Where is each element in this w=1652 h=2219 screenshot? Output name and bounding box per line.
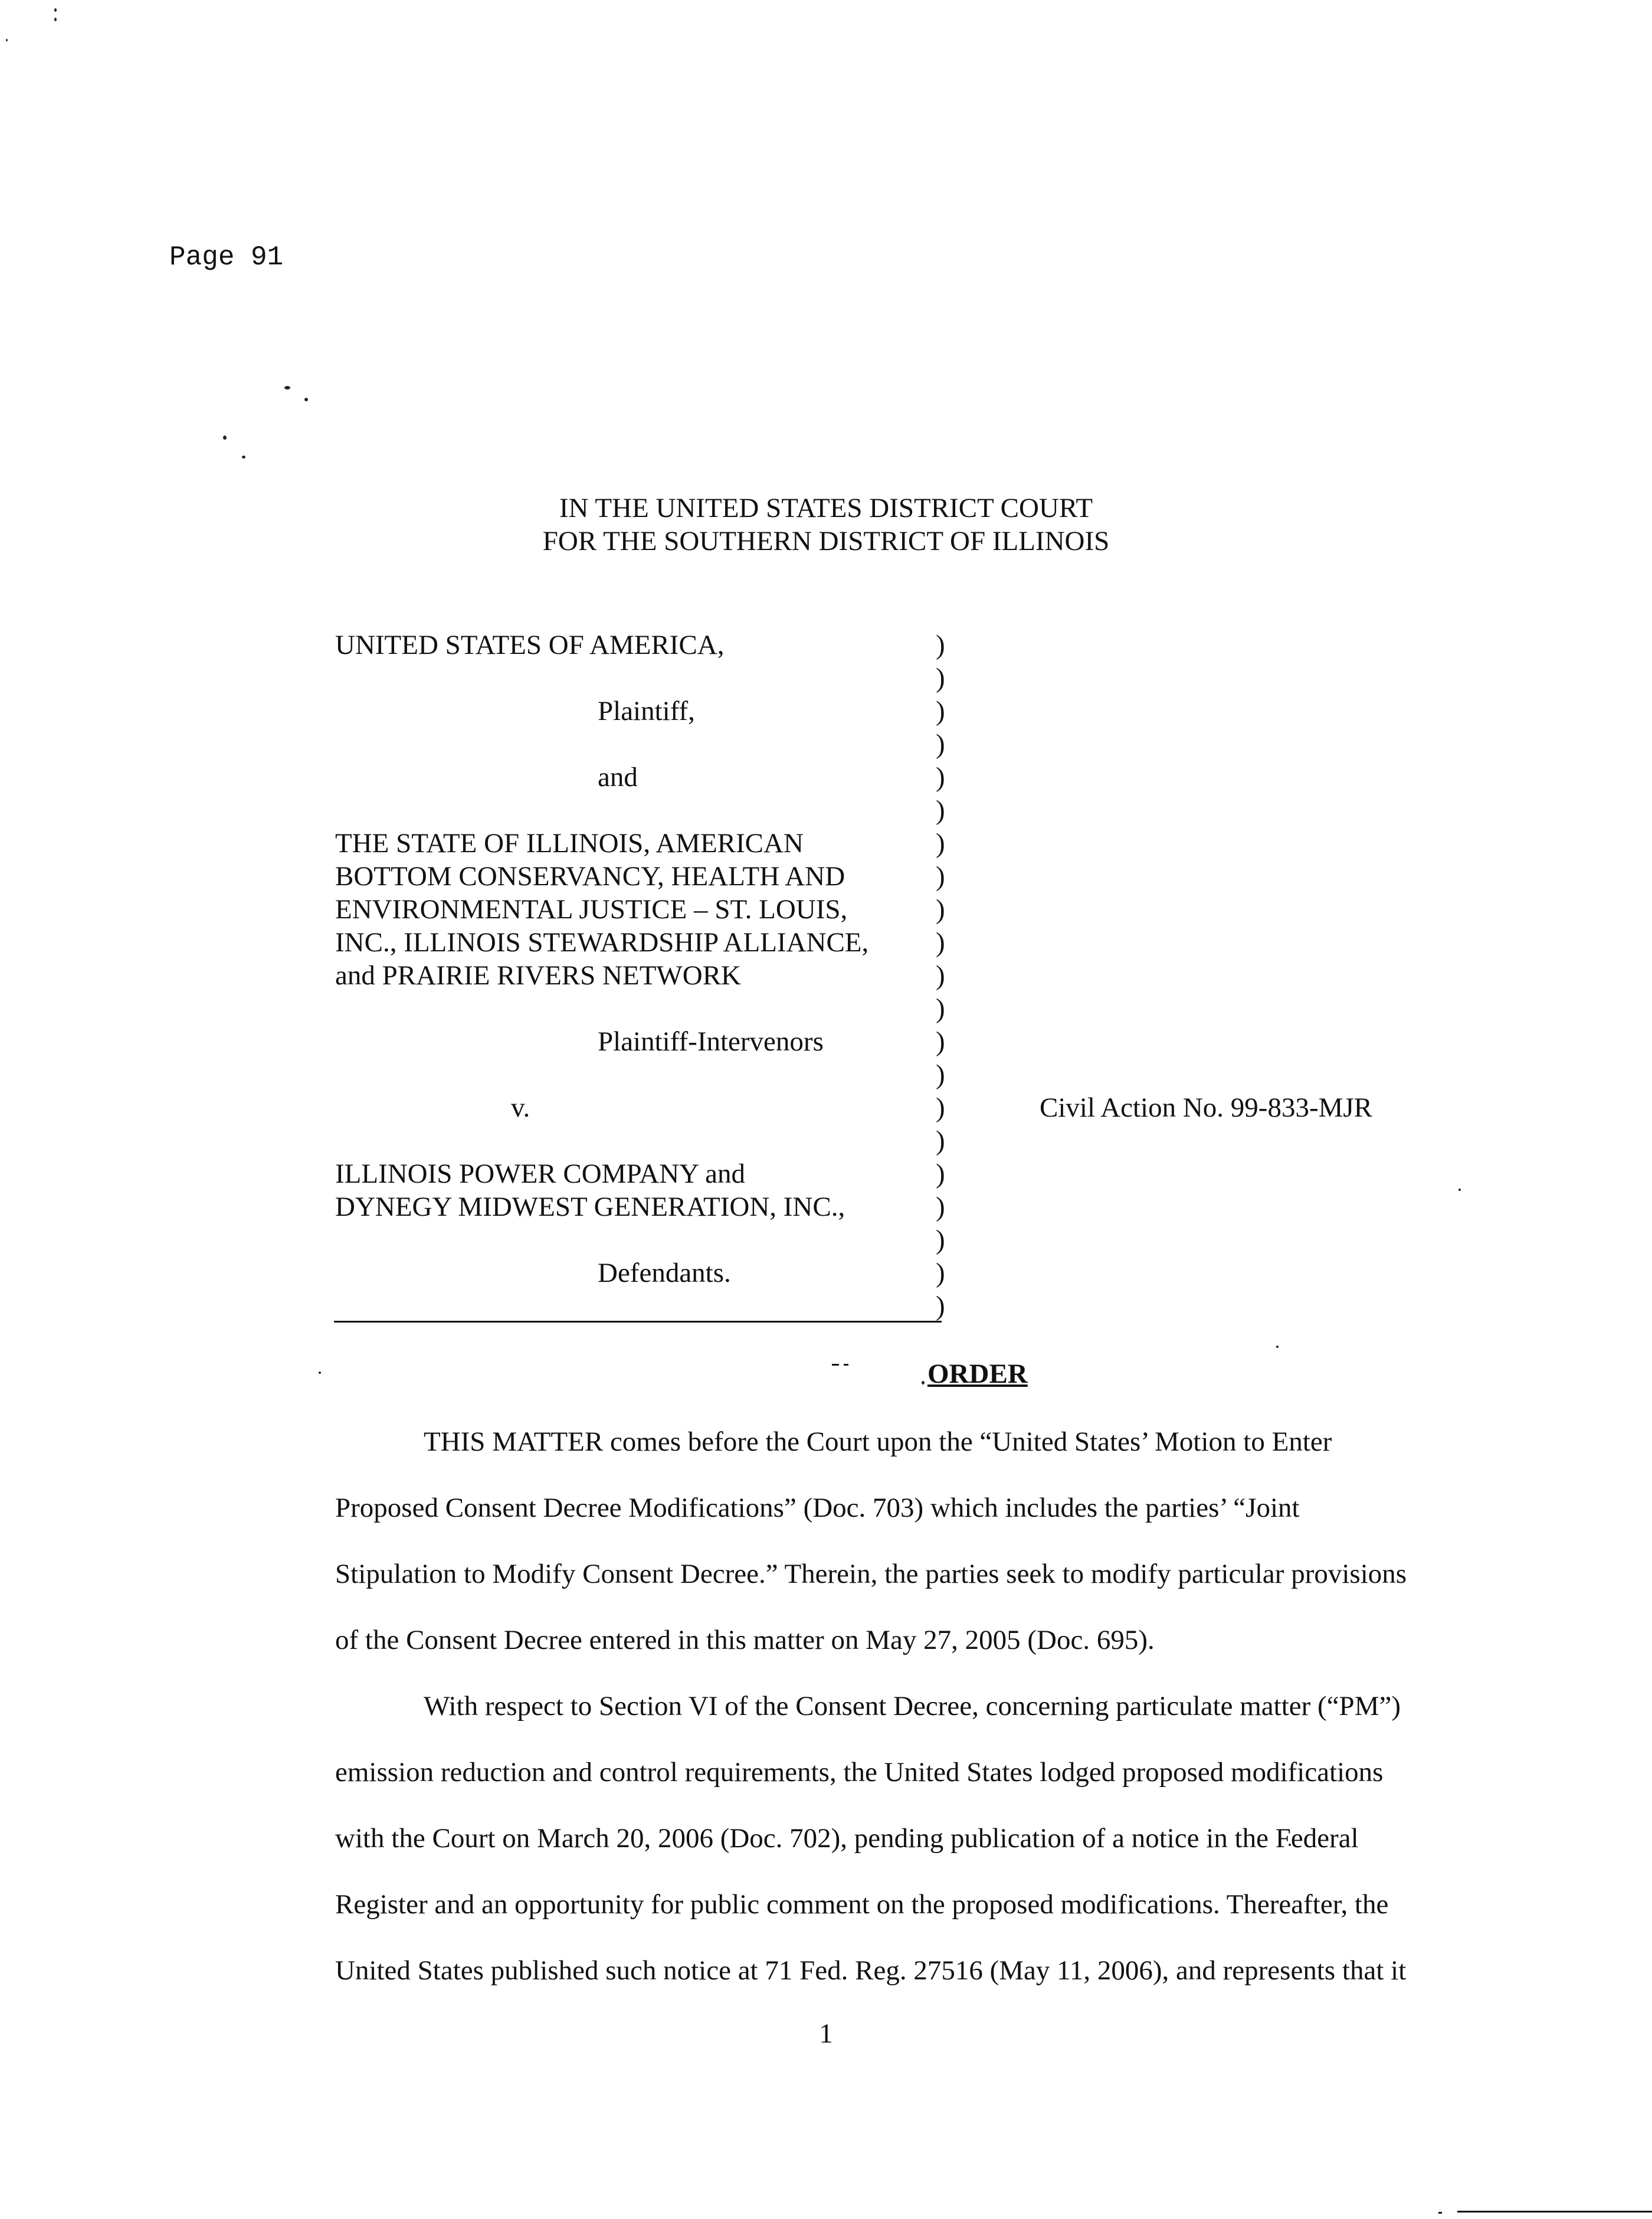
scan-artifact: [1457, 2211, 1652, 2213]
plaintiff-role: Plaintiff,: [598, 696, 695, 726]
caption-paren: ): [936, 696, 945, 726]
intervenor-line: THE STATE OF ILLINOIS, AMERICAN: [335, 828, 804, 859]
plaintiff-name: UNITED STATES OF AMERICA,: [335, 630, 725, 660]
caption-conjunction: and: [598, 762, 638, 793]
defendant-role: Defendants.: [598, 1258, 731, 1288]
caption-paren: ): [936, 1059, 945, 1090]
caption-rule: [334, 1321, 942, 1323]
scan-artifact: [1458, 1189, 1461, 1191]
court-heading-line-1: IN THE UNITED STATES DISTRICT COURT: [559, 493, 1093, 523]
caption-paren: ): [936, 663, 945, 693]
intervenor-role: Plaintiff-Intervenors: [598, 1026, 824, 1057]
scan-artifact: [223, 436, 227, 440]
caption-paren: ): [936, 1026, 945, 1057]
scan-artifact: [1438, 2212, 1442, 2214]
court-heading-line-2: FOR THE SOUTHERN DISTRICT OF ILLINOIS: [542, 526, 1110, 557]
intervenor-line: BOTTOM CONSERVANCY, HEALTH AND: [335, 861, 845, 892]
scan-artifact: [319, 1372, 321, 1374]
body-line: United States published such notice at 71 Fed. Reg. 27516 (May 11, 2006), and represents that it: [335, 1955, 1407, 1986]
intervenor-line: INC., ILLINOIS STEWARDSHIP ALLIANCE,: [335, 927, 869, 958]
intervenor-line: and PRAIRIE RIVERS NETWORK: [335, 960, 741, 991]
caption-paren: ): [936, 927, 945, 958]
caption-paren: ): [936, 1225, 945, 1255]
caption-paren: ): [936, 1158, 945, 1189]
caption-paren: ): [936, 1192, 945, 1222]
caption-paren: ): [936, 729, 945, 760]
scan-artifact: [6, 39, 8, 41]
caption-paren: ): [936, 861, 945, 892]
body-line: emission reduction and control requirements, the United States lodged proposed modifications: [335, 1757, 1384, 1788]
scan-artifact: [1276, 1346, 1279, 1348]
scan-artifact: [242, 456, 245, 459]
versus: v.: [511, 1092, 530, 1123]
caption-paren: ): [936, 630, 945, 660]
scan-artifact: [54, 18, 57, 21]
page-number: 1: [819, 2018, 833, 2049]
caption-paren: ): [936, 993, 945, 1024]
scan-artifact: [922, 1381, 925, 1385]
body-line: Register and an opportunity for public comment on the proposed modifications. Thereafter, the: [335, 1889, 1389, 1920]
defendant-line: DYNEGY MIDWEST GENERATION, INC.,: [335, 1192, 845, 1222]
body-line: With respect to Section VI of the Consent Decree, concerning particulate matter (“PM”): [424, 1691, 1401, 1721]
caption-paren: ): [936, 762, 945, 793]
caption-paren: ): [936, 960, 945, 991]
caption-paren: ): [936, 1291, 945, 1321]
caption-paren: ): [936, 1258, 945, 1288]
scan-artifact: [284, 386, 290, 390]
caption-paren: ): [936, 1125, 945, 1156]
caption-paren: ): [936, 828, 945, 859]
scan-artifact: [844, 1364, 848, 1366]
civil-action-number: Civil Action No. 99-833-MJR: [1040, 1092, 1373, 1123]
caption-paren: ): [936, 1092, 945, 1123]
body-line: Stipulation to Modify Consent Decree.” Therein, the parties seek to modify particular provisions: [335, 1559, 1407, 1589]
page-header: Page 91: [169, 242, 284, 273]
scan-artifact: [54, 8, 57, 12]
scan-artifact: [832, 1364, 839, 1366]
caption-paren: ): [936, 795, 945, 826]
body-line: Proposed Consent Decree Modifications” (Doc. 703) which includes the parties’ “Joint: [335, 1493, 1300, 1523]
intervenor-line: ENVIRONMENTAL JUSTICE – ST. LOUIS,: [335, 894, 848, 925]
body-line: of the Consent Decree entered in this matter on May 27, 2005 (Doc. 695).: [335, 1625, 1155, 1655]
scan-artifact: [304, 398, 308, 401]
body-line: with the Court on March 20, 2006 (Doc. 702), pending publication of a notice in the Federal: [335, 1823, 1359, 1854]
caption-paren: ): [936, 894, 945, 925]
defendant-line: ILLINOIS POWER COMPANY and: [335, 1158, 745, 1189]
body-line: THIS MATTER comes before the Court upon the “United States’ Motion to Enter: [424, 1426, 1332, 1457]
order-heading: ORDER: [927, 1359, 1028, 1389]
